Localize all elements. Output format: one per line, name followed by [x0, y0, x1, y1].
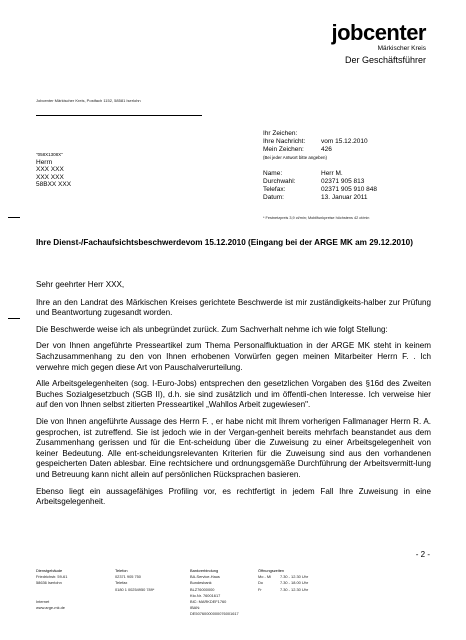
body-paragraph: Die von Ihnen angeführte Aussage des Herrn F. , er habe nicht mit Ihrem vorherigen Fallmanager Herrn R. A. gesprochen, ist zutreffend. Sie ist jedoch wie in der Vergan-genheit bereits mehrfach beanstandet aus dem Zusammenhang gerissen und für die Ent-scheidung über die Zuweisung zu einer Arbeitsgelegenheit von keiner Bedeutung. Alle ent-scheidungsrelevanten Kriterien für die Zuweisung sind aus den vorhandenen gespeicherten Daten ablesbar. Eine rechtsichere und ordnungsgemäße Durchführung der Arbeitsvermitt-lung und Betreuung kann nicht allein auf persönlichen Rücksprachen basieren.: [36, 416, 431, 479]
hours-row: [258, 587, 308, 593]
footer-line: BIC: MARKDEF1760: [190, 599, 227, 605]
footer-line: BLZ76000000: [190, 586, 215, 592]
contact-value: 13. Januar 2011: [321, 194, 368, 202]
footer-bank-column: [190, 568, 239, 618]
hours-day: Fr: [258, 586, 262, 592]
reference-value: vom 15.12.2010: [321, 138, 368, 146]
reference-row: [263, 138, 433, 146]
phone-price-footnote: * Festnetzpreis 3,9 ct/min; Mobilfunkpreise höchstens 42 ct/min: [263, 216, 370, 220]
footer-line: 0180 1 00254950 789*: [115, 586, 155, 592]
contact-row: [263, 178, 433, 186]
footer-title: Telefon: [115, 568, 128, 573]
footer-line: Bundesbank: [190, 580, 212, 586]
reference-label: Ihre Nachricht:: [263, 138, 306, 146]
footer-line: Kto.Nr. 76001617: [190, 592, 221, 598]
reference-heading: Ihr Zeichen:: [263, 130, 298, 137]
contact-value: 02371 905 910 848: [321, 186, 378, 194]
website-link[interactable]: www.arge-mk.de: [36, 605, 65, 611]
contact-label: Datum:: [263, 194, 284, 202]
fold-mark: [8, 318, 20, 319]
reference-note: (Bei jeder Antwort bitte angeben): [263, 154, 327, 160]
footer-title: Bankverbindung: [190, 568, 219, 573]
salutation: Sehr geehrter Herr XXX,: [36, 280, 125, 289]
contact-row: [263, 170, 433, 178]
footer-phone-column: [115, 568, 154, 593]
footer-line: Friedrichstr. 59-61: [36, 574, 68, 580]
body-paragraph: Die Beschwerde weise ich als unbegründet zurück. Zum Sachverhalt nehme ich wie folgt Stellung:: [36, 324, 388, 334]
sender-role: Der Geschäftsführer: [344, 55, 426, 65]
hours-time: 7.30 - 12.30 Uhr: [280, 586, 309, 592]
sender-line: Jobcenter Märkischer Kreis, Postfach 1152, 58581 Iserlohn: [36, 98, 141, 103]
logo-subtitle: Märkischer Kreis: [377, 45, 426, 52]
recipient-line: XXX XXX: [36, 166, 64, 173]
footer-address-column: [36, 568, 67, 611]
recipient-line: XXX XXX: [36, 173, 64, 181]
contact-label: Telefax:: [263, 186, 286, 194]
body-paragraph: Der von Ihnen angeführte Presseartikel zum Thema Personalfluktuation in der ARGE MK steht in keinem Sachzusammenhang zu den von Ihnen erhobenen Vorwürfen gegen meinen Mitarbeiter Herrn F. . Ich verwehre mich gegen diese Art von Pauschalverurteilung.: [36, 341, 431, 372]
footer-title: Öffnungszeiten: [258, 568, 285, 573]
footer-line: Telefax: [115, 580, 128, 586]
body-paragraph: Ebenso liegt ein aussagefähiges Profiling vor, es rechtfertigt in jedem Fall Ihre Zuweisung in eine Arbeitsgelegenheit.: [36, 486, 431, 507]
footer-line: DE50760000000076001617: [190, 611, 239, 617]
footer-title: Dienstgebäude: [36, 568, 63, 573]
footer-line: 02371 905 750: [115, 574, 141, 580]
body-paragraph: Alle Arbeitsgelegenheiten (sog. I-Euro-Jobs) entsprechen den gesetzlichen Vorgaben des §16d des Zweiten Buches Sozialgesetzbuch (SGB II), d.h. sie sind zusätzlich und im öffentli-chen Interesse. Ich verweise hier auf den von Ihnen selbst zitierten Presseartikel „Wahllos Arbeit zugewiesen".: [36, 379, 431, 410]
reference-value: 426: [321, 146, 332, 154]
hours-day: Mo - Mi: [258, 574, 271, 580]
jobcenter-logo: jobcenter: [331, 20, 426, 45]
recipient-address: [36, 152, 71, 189]
contact-row: [263, 186, 433, 194]
contact-value: 02371 905 813: [321, 177, 365, 185]
footer-line: BA-Service-Haus: [190, 574, 220, 580]
page-number: - 2 -: [415, 550, 430, 559]
sender-underline: [36, 115, 202, 116]
footer-line: IBAN:: [190, 605, 201, 611]
letter-subject: Ihre Dienst-/Fachaufsichtsbeschwerdevom 15.12.2010 (Eingang bei der ARGE MK am 29.12.2010): [36, 238, 413, 247]
reference-row: [263, 146, 433, 154]
fold-mark: [8, 217, 20, 218]
contact-value: Herr M.: [321, 169, 343, 177]
contact-label: Name:: [263, 169, 283, 177]
contact-row: [263, 194, 433, 202]
recipient-reference: "058X1308X": [36, 152, 63, 157]
reference-block: [263, 130, 433, 202]
letter-body: [36, 280, 431, 514]
body-paragraph: Ihre an den Landrat des Märkischen Kreises gerichtete Beschwerde ist mir zuständigkeits-halber zur Prüfung und Beantwortung zugesandt worden.: [36, 297, 431, 318]
hours-time: 7.30 - 18.00 Uhr: [280, 580, 309, 586]
footer-line: 58636 Iserlohn: [36, 580, 62, 586]
footer-hours-column: [258, 568, 308, 593]
recipient-line: 58BXX XXX: [36, 181, 72, 188]
contact-label: Durchwahl:: [263, 177, 296, 185]
hours-time: 7.30 - 12.30 Uhr: [280, 574, 309, 580]
recipient-line: Herrn: [36, 158, 53, 166]
hours-day: Do: [258, 580, 263, 586]
footer-line: Internet: [36, 598, 50, 604]
reference-label: Mein Zeichen:: [263, 146, 304, 154]
